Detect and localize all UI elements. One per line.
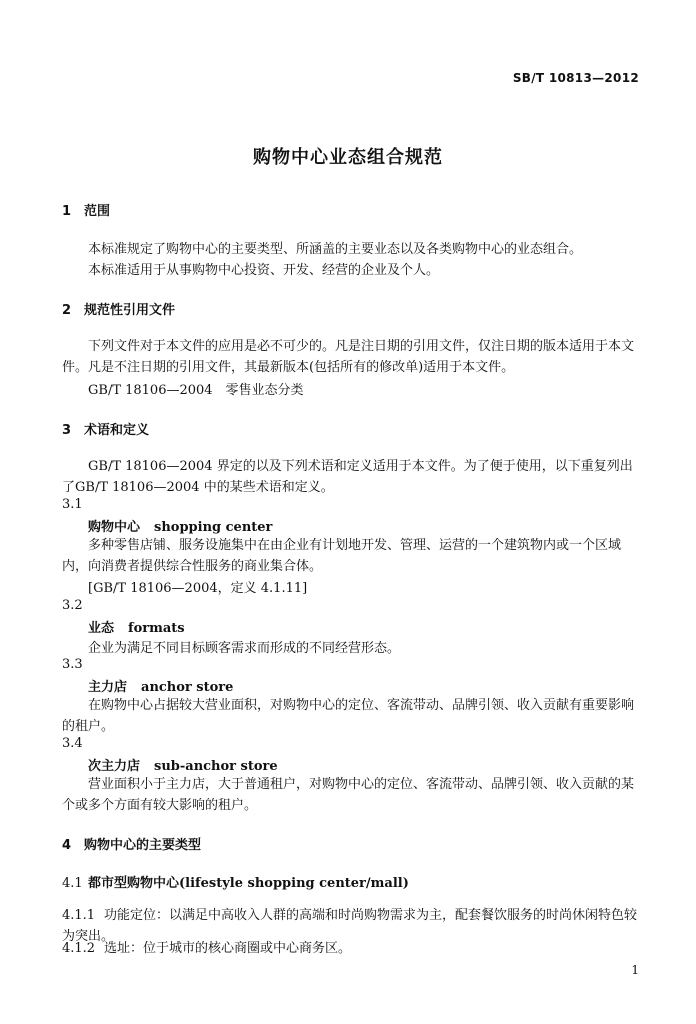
term-entry xyxy=(88,755,278,774)
section-title: 术语和定义 xyxy=(84,423,150,438)
term-english: anchor store xyxy=(141,680,234,695)
section-1-heading xyxy=(62,200,110,219)
term-english: shopping center xyxy=(154,520,273,535)
subsection-number: 4.1 xyxy=(62,876,83,891)
term-entry xyxy=(88,516,272,535)
page-number: 1 xyxy=(631,963,639,977)
clause-number: 3.2 xyxy=(62,598,83,613)
clause-number: 3.3 xyxy=(62,657,83,672)
term-source: [GB/T 18106—2004，定义 4.1.11] xyxy=(88,581,308,596)
paragraph: GB/T 18106—2004 界定的以及下列术语和定义适用于本文件。为了便于使用，以下重复列出了GB/T 18106—2004 中的某些术语和定义。 xyxy=(62,459,633,495)
term-definition: 企业为满足不同目标顾客需求而形成的不同经营形态。 xyxy=(88,641,401,656)
section-title: 范围 xyxy=(84,204,111,219)
list-item xyxy=(62,938,642,959)
term-chinese: 次主力店 xyxy=(88,759,141,774)
section-4-heading xyxy=(62,834,201,853)
paragraph: 下列文件对于本文件的应用是必不可少的。凡是注日期的引用文件，仅注日期的版本适用于本文件。凡是不注日期的引用文件，其最新版本(包括所有的修改单)适用于本文件。 xyxy=(62,339,635,375)
term-chinese: 主力店 xyxy=(88,680,128,695)
section-number: 2 xyxy=(62,303,72,318)
item-text: 选址：位于城市的核心商圈或中心商务区。 xyxy=(104,941,352,956)
term-english: sub-anchor store xyxy=(154,759,278,774)
page-title: 购物中心业态组合规范 xyxy=(253,147,443,168)
section-title: 购物中心的主要类型 xyxy=(84,838,202,853)
item-text: 功能定位：以满足中高收入人群的高端和时尚购物需求为主，配套餐饮服务的时尚休闲特色较为突出。 xyxy=(62,908,638,944)
standard-number: SB/T 10813—2012 xyxy=(512,71,639,85)
item-number: 4.1.1 xyxy=(62,908,96,923)
paragraph: 本标准规定了购物中心的主要类型、所涵盖的主要业态以及各类购物中心的业态组合。 xyxy=(88,242,583,257)
term-english: formats xyxy=(128,621,185,636)
section-number: 1 xyxy=(62,204,72,219)
term-definition: 多种零售店铺、服务设施集中在由企业有计划地开发、管理、运营的一个建筑物内或一个区域内，向消费者提供综合性服务的商业集合体。 xyxy=(62,538,622,574)
subsection-title: 都市型购物中心(lifestyle shopping center/mall) xyxy=(88,876,409,891)
clause-number: 3.4 xyxy=(62,736,83,751)
term-entry xyxy=(88,676,233,695)
normative-reference: GB/T 18106—2004 零售业态分类 xyxy=(88,383,304,398)
section-number: 3 xyxy=(62,423,72,438)
paragraph: 本标准适用于从事购物中心投资、开发、经营的企业及个人。 xyxy=(88,263,440,278)
term-chinese: 购物中心 xyxy=(88,520,141,535)
item-number: 4.1.2 xyxy=(62,941,96,956)
term-entry xyxy=(88,617,185,636)
clause-number: 3.1 xyxy=(62,497,83,512)
term-definition: 营业面积小于主力店，大于普通租户，对购物中心的定位、客流带动、品牌引领、收入贡献的某个或多个方面有较大影响的租户。 xyxy=(62,777,635,813)
section-2-heading xyxy=(62,299,175,318)
section-3-heading xyxy=(62,419,149,438)
term-chinese: 业态 xyxy=(88,621,115,636)
subsection-heading xyxy=(62,872,409,891)
term-definition: 在购物中心占据较大营业面积，对购物中心的定位、客流带动、品牌引领、收入贡献有重要影响的租户。 xyxy=(62,698,635,734)
section-number: 4 xyxy=(62,838,72,853)
section-title: 规范性引用文件 xyxy=(84,303,176,318)
